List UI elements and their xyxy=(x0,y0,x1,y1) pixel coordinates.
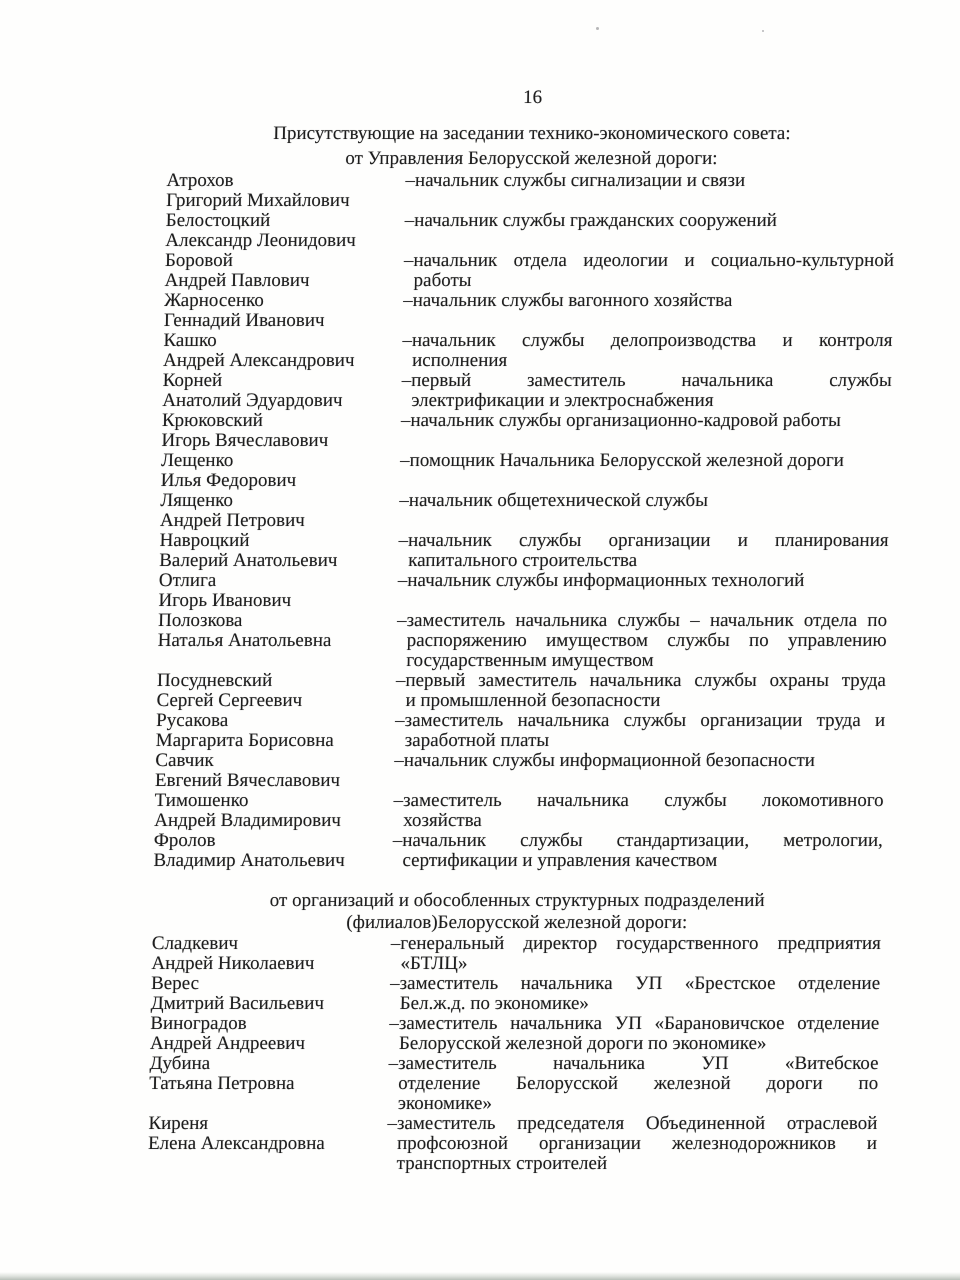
section-heading-line-2: (филиалов)Белорусской железной дороги: xyxy=(346,912,688,933)
attendee-row xyxy=(166,171,896,211)
attendee-name xyxy=(156,711,406,751)
attendee-name-line: Жарносенко xyxy=(164,290,265,311)
attendee-name-line: Кашко xyxy=(163,330,217,351)
attendee-role-line: работы xyxy=(413,270,472,291)
section-heading-organizations xyxy=(152,890,882,934)
attendee-name xyxy=(164,251,414,291)
attendee-role xyxy=(403,250,895,291)
attendee-name xyxy=(160,491,410,531)
attendee-name-line: Савчик xyxy=(155,750,214,771)
attendee-name xyxy=(151,974,401,1014)
attendee-name-line: Лещенко xyxy=(160,450,234,471)
attendee-name-line: Лященко xyxy=(160,490,234,511)
attendee-name-line: Отлига xyxy=(158,570,217,591)
attendee-name-line: Игорь Иванович xyxy=(158,590,292,611)
attendee-role-line: –помощник Начальника Белорусской железной дороги xyxy=(399,450,845,471)
attendee-role xyxy=(402,330,893,371)
attendee-role-line: –начальник службы сигнализации и связи xyxy=(405,170,746,191)
attendee-name-line: Фролов xyxy=(153,830,216,851)
attendee-name xyxy=(163,331,413,371)
attendee-name-line: Владимир Анатольевич xyxy=(153,850,345,871)
attendee-name-line: Игорь Вячеславович xyxy=(161,430,329,451)
attendee-name-line: Полозкова xyxy=(157,610,243,631)
attendee-role xyxy=(400,410,891,431)
attendee-role xyxy=(399,490,889,511)
scan-speck xyxy=(762,30,764,32)
attendee-row xyxy=(153,831,883,871)
attendee-role-line: –заместитель начальника УП «Барановичское отделение xyxy=(389,1013,880,1034)
attendee-name-line: Андрей Владимирович xyxy=(154,810,342,831)
attendee-name xyxy=(150,1014,400,1054)
attendee-name xyxy=(153,831,403,871)
attendee-role xyxy=(397,570,888,591)
attendee-name-line: Дубина xyxy=(149,1053,211,1074)
attendee-row xyxy=(151,974,881,1014)
attendee-name-line: Виноградов xyxy=(150,1013,247,1034)
attendee-name-line: Евгений Вячеславович xyxy=(154,770,341,791)
attendee-row xyxy=(164,291,894,331)
attendee-name xyxy=(154,791,404,831)
attendee-role-line: исполнения xyxy=(411,350,508,371)
scan-edge-artifact xyxy=(0,1272,960,1280)
attendee-row xyxy=(154,791,884,831)
attendee-role-line: распоряжению имуществом службы по управлению xyxy=(406,630,887,651)
attendee-name-line: Сергей Сергеевич xyxy=(156,690,303,711)
attendee-name-line: Маргарита Борисовна xyxy=(155,730,335,751)
attendee-role-line: –первый заместитель начальника службы xyxy=(401,370,892,391)
attendee-role-line: сертификации и управления качеством xyxy=(402,850,718,871)
attendee-row xyxy=(155,751,885,791)
attendee-role xyxy=(394,710,886,751)
attendees-section-organizations xyxy=(147,934,881,1174)
attendee-name xyxy=(158,611,408,651)
attendee-name xyxy=(161,411,411,451)
attendee-name xyxy=(151,934,401,974)
attendee-name-line: Андрей Петрович xyxy=(159,510,306,531)
attendee-name-line: Навроцкий xyxy=(159,530,250,551)
attendee-name-line: Валерий Анатольевич xyxy=(159,550,338,571)
attendee-role-line: электрификации и электроснабжения xyxy=(411,390,714,411)
attendee-role xyxy=(401,370,892,411)
attendee-role-line: Белорусской железной дороги по экономике» xyxy=(398,1033,767,1054)
attendee-row xyxy=(147,1114,877,1174)
attendee-name xyxy=(161,451,411,491)
attendee-role xyxy=(389,973,881,1014)
attendee-row xyxy=(156,711,886,751)
attendee-role-line: –начальник службы делопроизводства и контроля xyxy=(402,330,893,351)
attendee-name xyxy=(156,671,406,711)
attendee-role-line: –первый заместитель начальника службы охраны труда xyxy=(395,670,887,691)
attendee-row xyxy=(150,1014,880,1054)
attendee-name-line: Андрей Николаевич xyxy=(151,953,315,974)
attendee-role-line: –начальник службы вагонного хозяйства xyxy=(403,290,733,311)
attendee-role-line: заработной платы xyxy=(404,730,550,751)
attendees-section-management xyxy=(153,171,895,871)
attendee-row xyxy=(151,934,881,974)
attendee-role-line: Бел.ж.д. по экономике» xyxy=(399,993,590,1014)
attendee-name-line: Елена Александровна xyxy=(147,1133,326,1154)
attendee-role-line: капитального строительства xyxy=(408,550,638,571)
attendee-name-line: Наталья Анатольевна xyxy=(157,630,332,651)
attendee-row xyxy=(157,611,887,671)
attendee-role-line: –начальник отдела идеологии и социально-культурной xyxy=(403,250,895,271)
attendee-name xyxy=(159,531,409,571)
page-number: 16 xyxy=(522,87,543,108)
attendee-row xyxy=(164,251,894,291)
attendee-role-line: –генеральный директор государственного предприятия xyxy=(390,933,882,954)
attendee-role xyxy=(392,830,884,871)
attendee-row xyxy=(159,531,889,571)
attendee-name xyxy=(148,1114,398,1154)
attendee-role xyxy=(395,670,887,711)
attendee-name-line: Русакова xyxy=(155,710,229,731)
attendee-name-line: Сладкевич xyxy=(151,933,239,954)
document-title xyxy=(167,121,897,171)
attendee-role xyxy=(389,1013,880,1054)
attendee-role-line: –заместитель начальника службы – начальник отдела по xyxy=(396,610,888,631)
attendee-name xyxy=(162,371,412,411)
attendee-role-line: –начальник службы гражданских сооружений xyxy=(404,210,778,231)
attendee-name-line: Анатолий Эдуардович xyxy=(162,390,343,411)
attendee-row xyxy=(162,371,892,411)
attendee-role xyxy=(390,933,882,974)
title-line-1: Присутствующие на заседании технико-экономического совета: xyxy=(273,123,791,144)
attendee-name-line: Белостоцкий xyxy=(165,210,271,231)
attendee-name-line: Корней xyxy=(162,370,223,391)
attendee-name-line: Александр Леонидович xyxy=(165,230,357,251)
attendee-name xyxy=(164,291,414,331)
attendee-name xyxy=(149,1054,399,1094)
attendee-role-line: экономике» xyxy=(397,1093,493,1114)
attendee-name-line: Верес xyxy=(150,973,200,994)
attendee-name xyxy=(165,211,415,251)
attendee-role xyxy=(393,790,884,831)
attendee-name-line: Атрохов xyxy=(166,170,234,191)
attendee-row xyxy=(163,331,893,371)
attendee-name-line: Андрей Павлович xyxy=(164,270,310,291)
attendee-row xyxy=(161,451,891,491)
attendee-role xyxy=(387,1113,878,1174)
attendee-name-line: Крюковский xyxy=(161,410,264,431)
attendee-role-line: –начальник службы организации и планирования xyxy=(398,530,889,551)
attendee-role-line: –заместитель начальника УП «Витебское xyxy=(388,1053,879,1074)
attendee-role-line: –заместитель начальника УП «Брестское отделение xyxy=(389,973,881,994)
attendee-name-line: Андрей Александрович xyxy=(162,350,355,371)
attendee-name-line: Илья Федорович xyxy=(160,470,297,491)
attendee-role xyxy=(388,1053,879,1114)
attendee-name xyxy=(155,751,405,791)
attendee-role-line: –начальник службы стандартизации, метрологии, xyxy=(392,830,884,851)
attendee-row xyxy=(165,211,895,251)
attendee-role-line: государственным имуществом xyxy=(406,650,654,671)
attendee-role-line: –заместитель председателя Объединенной отраслевой xyxy=(387,1113,878,1134)
attendee-role-line: –начальник службы информационных технологий xyxy=(397,570,805,591)
attendee-role-line: хозяйства xyxy=(403,810,483,831)
attendee-name-line: Григорий Михайлович xyxy=(165,190,350,211)
attendee-name-line: Татьяна Петровна xyxy=(148,1073,295,1094)
attendee-name-line: Боровой xyxy=(164,250,234,271)
attendee-role-line: –заместитель начальника службы организации труда и xyxy=(394,710,886,731)
title-line-2: от Управления Белорусской железной дороги: xyxy=(345,148,718,169)
attendee-name-line: Тимошенко xyxy=(154,790,249,811)
attendee-role xyxy=(399,450,890,471)
attendee-name-line: Дмитрий Васильевич xyxy=(150,993,325,1014)
attendee-role-line: «БТЛЦ» xyxy=(400,953,468,974)
attendee-role xyxy=(394,750,884,771)
attendee-role-line: и промышленной безопасности xyxy=(405,690,661,711)
attendee-role-line: транспортных строителей xyxy=(396,1153,608,1174)
attendee-role xyxy=(404,210,895,231)
section-heading-line-1: от организаций и обособленных структурных подразделений xyxy=(269,890,765,911)
attendee-role xyxy=(396,610,888,671)
attendee-name-line: Геннадий Иванович xyxy=(163,310,325,331)
attendee-role-line: –заместитель начальника службы локомотивного xyxy=(393,790,884,811)
attendee-row xyxy=(156,671,886,711)
attendee-row xyxy=(161,411,891,451)
attendee-row xyxy=(160,491,890,531)
attendee-role-line: –начальник службы организационно-кадровой работы xyxy=(400,410,842,431)
attendee-role xyxy=(403,290,893,311)
attendee-name xyxy=(166,171,416,211)
attendee-name-line: Киреня xyxy=(148,1113,209,1134)
attendee-row xyxy=(158,571,888,611)
attendee-role xyxy=(398,530,889,571)
attendee-role-line: отделение Белорусской железной дороги по xyxy=(397,1073,879,1094)
attendee-name-line: Андрей Андреевич xyxy=(149,1033,306,1054)
attendee-role-line: –начальник общетехнической службы xyxy=(399,490,709,511)
scan-speck xyxy=(596,27,599,30)
attendee-name-line: Посудневский xyxy=(156,670,273,691)
attendee-role-line: –начальник службы информационной безопасности xyxy=(394,750,816,771)
attendee-role-line: профсоюзной организации железнодорожников и xyxy=(396,1133,878,1154)
attendee-row xyxy=(149,1054,879,1114)
attendee-role xyxy=(405,170,895,191)
attendee-name xyxy=(158,571,408,611)
